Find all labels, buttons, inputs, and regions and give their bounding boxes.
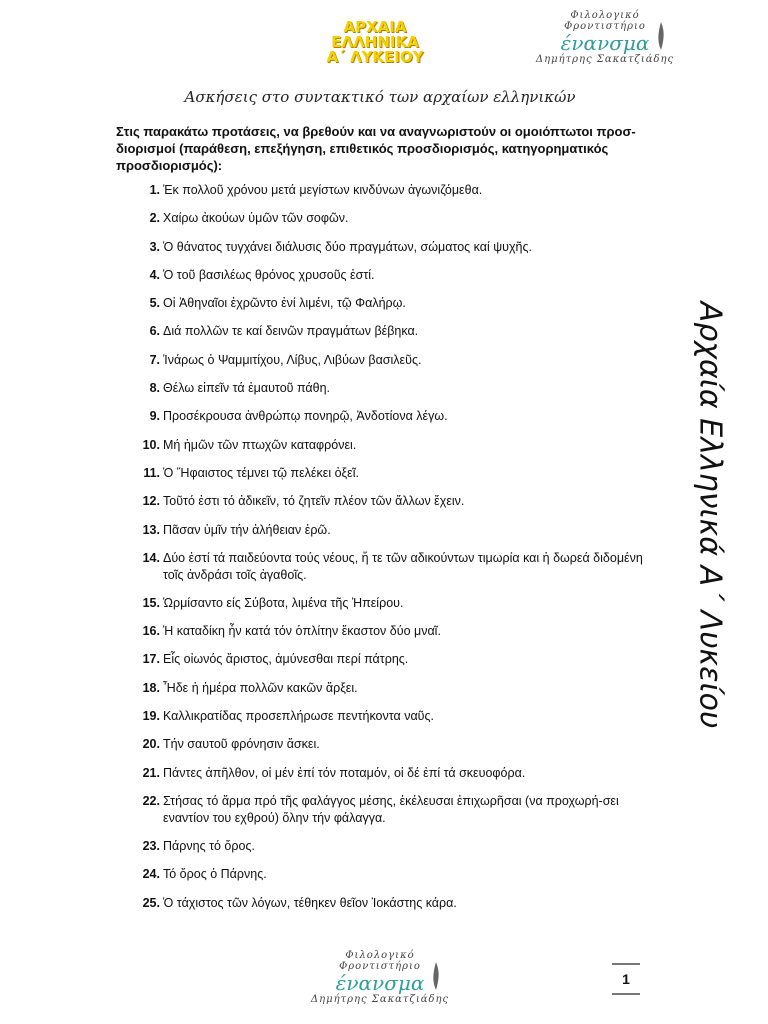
exercise-item: [116, 380, 656, 408]
exercise-number: 24.: [142, 867, 160, 882]
exercise-number: 19.: [142, 709, 160, 724]
exercise-text: Καλλικρατίδας προσεπλήρωσε πεντήκοντα ναῦς.: [163, 709, 435, 724]
exercise-item: [116, 895, 656, 923]
exercise-number: 12.: [142, 494, 160, 509]
exercise-item: [116, 437, 656, 465]
exercise-text: Ὁ τοῦ βασιλέως θρόνος χρυσοῦς ἐστί.: [163, 267, 375, 282]
exercise-item: [116, 838, 656, 866]
exercise-text: Πάντες ἀπῆλθον, οἱ μέν ἐπί τόν ποταμόν, οἱ δέ ἐπί τά σκευοφόρα.: [163, 765, 526, 780]
exercise-item: [116, 493, 656, 521]
exercise-number: 8.: [149, 381, 160, 396]
exercise-text: Τοῦτό ἐστι τό ἀδικεῖν, τό ζητεῖν πλέον τῶν ἄλλων ἔχειν.: [163, 494, 465, 509]
exercise-number: 1.: [149, 183, 160, 197]
side-text: Αρχαία Ελληνικά Α΄ Λυκείου: [692, 301, 728, 729]
exercise-number: 6.: [149, 324, 160, 339]
exercise-number: 14.: [142, 550, 160, 565]
exercise-text: Ἡ καταδίκη ἦν κατά τόν ὁπλίτην ἕκαστον δύο μναῖ.: [163, 624, 441, 639]
exercise-text: Πάρνης τό ὄρος.: [163, 838, 255, 853]
exercise-text: Διά πολλῶν τε καί δεινῶν πραγμάτων βέβηκα.: [163, 324, 419, 339]
exercise-item: [116, 267, 656, 295]
exercise-number: 17.: [142, 652, 160, 667]
exercise-text: Πᾶσαν ὑμῖν τήν ἀλήθειαν ἐρῶ.: [163, 522, 331, 537]
logo-line3: Δημήτρης Σακατζιάδης: [310, 994, 450, 1005]
exercise-item: [116, 595, 656, 623]
exercise-text: Χαίρω ἀκούων ὑμῶν τῶν σοφῶν.: [163, 211, 349, 226]
exercise-text: Δύο ἐστί τά παιδεύοντα τούς νέους, ἥ τε τῶν αδικούντων τιμωρία και ἡ δωρεά διδομένη τοῖς ἀνδράσι τοῖς ἀγαθοῖς.: [163, 550, 643, 582]
exercise-number: 9.: [149, 409, 160, 424]
exercise-text: Ἦδε ἡ ἡμέρα πολλῶν κακῶν ἄρξει.: [163, 680, 358, 695]
logo-top: [530, 10, 680, 66]
exercise-item: [116, 651, 656, 679]
logo-line1: Φιλολογικό Φροντιστήριο: [339, 950, 421, 972]
exercise-text: Ὁ τάχιστος τῶν λόγων, τέθηκεν θεῖον Ἰοκάστης κάρα.: [163, 895, 457, 910]
exercise-item: [116, 323, 656, 351]
exercise-item: [116, 708, 656, 736]
exercise-item: [116, 765, 656, 793]
exercise-text: Τό ὄρος ὁ Πάρνης.: [163, 867, 267, 882]
flame-icon: [656, 22, 666, 50]
exercise-text: Προσέκρουσα ἀνθρώπῳ πονηρῷ, Ἀνδοτίονα λέγω.: [163, 409, 448, 424]
exercise-item: [116, 680, 656, 708]
exercise-text: Ὡρμίσαντο είς Σύβοτα, λιμένα τῆς Ἠπείρου.: [163, 595, 404, 610]
exercise-item: [116, 736, 656, 764]
exercise-number: 13.: [142, 522, 160, 537]
exercise-text: Μή ἡμῶν τῶν πτωχῶν καταφρόνει.: [163, 437, 357, 452]
flame-icon: [431, 962, 441, 990]
exercise-number: 21.: [142, 765, 160, 780]
exercise-text: Ὁ θάνατος τυγχάνει διάλυσις δύο πραγμάτων, σώματος καί ψυχῆς.: [163, 239, 532, 254]
exercise-item: [116, 239, 656, 267]
exercise-item: [116, 550, 656, 595]
exercise-number: 20.: [142, 737, 160, 752]
header-title: [300, 20, 450, 65]
exercise-number: 3.: [149, 239, 160, 254]
exercise-item: [116, 408, 656, 436]
exercise-text: Εἷς οἰωνός ἄριστος, ἀμύνεσθαι περί πάτρης.: [163, 652, 409, 667]
exercise-number: 22.: [142, 793, 160, 808]
exercise-text: Στήσας τό ἅρμα πρό τῆς φαλάγγος μέσης, ἐκέλευσαι ἐπιχωρῆσαι (να προχωρή-σει εναντίον του εχθρού) ὅλην τήν φάλαγγα.: [163, 793, 619, 825]
exercise-number: 15.: [142, 595, 160, 610]
logo-line1: Φιλολογικό Φροντιστήριο: [564, 10, 646, 32]
exercise-number: 7.: [149, 352, 160, 367]
exercise-item: [116, 866, 656, 894]
exercise-item: [116, 295, 656, 323]
exercise-number: 10.: [142, 437, 160, 452]
exercise-text: Ἐκ πολλοῦ χρόνου μετά μεγίστων κινδύνων ἀγωνιζόμεθα.: [163, 183, 483, 197]
exercise-text: Οἱ Ἀθηναῖοι ἐχρῶντο ἐνί λιμένι, τῷ Φαλήρῳ.: [163, 296, 406, 311]
logo-line3: Δημήτρης Σακατζιάδης: [535, 54, 675, 65]
header-title-line2: Α΄ ΛΥΚΕΙΟΥ: [326, 48, 424, 66]
exercise-number: 16.: [142, 624, 160, 639]
exercise-list: [116, 182, 656, 923]
page-number: 1: [612, 963, 640, 995]
exercise-item: [116, 210, 656, 238]
exercise-item: [116, 465, 656, 493]
logo-bottom: [305, 950, 455, 1006]
exercise-text: Ἰνάρως ὁ Ψαμμιτίχου, Λίβυς, Λιβύων βασιλεῦς.: [163, 352, 422, 367]
page-subtitle: Ασκήσεις στο συντακτικό των αρχαίων ελληνικών: [184, 88, 576, 106]
side-banner: [660, 301, 760, 729]
exercise-item: [116, 182, 656, 210]
exercise-number: 2.: [149, 211, 160, 226]
exercise-number: 4.: [149, 267, 160, 282]
logo-line2: ένανσμα: [335, 971, 425, 995]
logo-line2: ένανσμα: [560, 31, 650, 55]
exercise-number: 23.: [142, 838, 160, 853]
exercise-text: Ὁ Ἥφαιστος τέμνει τῷ πελέκει ὀξεῖ.: [163, 465, 359, 480]
exercise-text: Θέλω εἰπεῖν τά ἐμαυτοῦ πάθη.: [163, 381, 331, 396]
exercise-number: 25.: [142, 895, 160, 910]
exercise-item: [116, 793, 656, 838]
exercise-number: 11.: [143, 465, 160, 480]
exercise-item: [116, 623, 656, 651]
exercise-text: Τήν σαυτοῦ φρόνησιν ἄσκει.: [163, 737, 320, 752]
instructions: Στις παρακάτω προτάσεις, να βρεθούν και να αναγνωριστούν οι ομοιόπτωτοι προσ-διορισμοί (παράθεση, επεξήγηση, επιθετικός προσδιορισμός, κατηγορηματικός προσδιορισμός):: [116, 124, 636, 173]
exercise-item: [116, 522, 656, 550]
exercise-item: [116, 352, 656, 380]
exercise-number: 18.: [142, 680, 160, 695]
header-title-line1: ΑΡΧΑΙΑ ΕΛΛΗΝΙΚΑ: [331, 18, 419, 51]
exercise-number: 5.: [149, 296, 160, 311]
